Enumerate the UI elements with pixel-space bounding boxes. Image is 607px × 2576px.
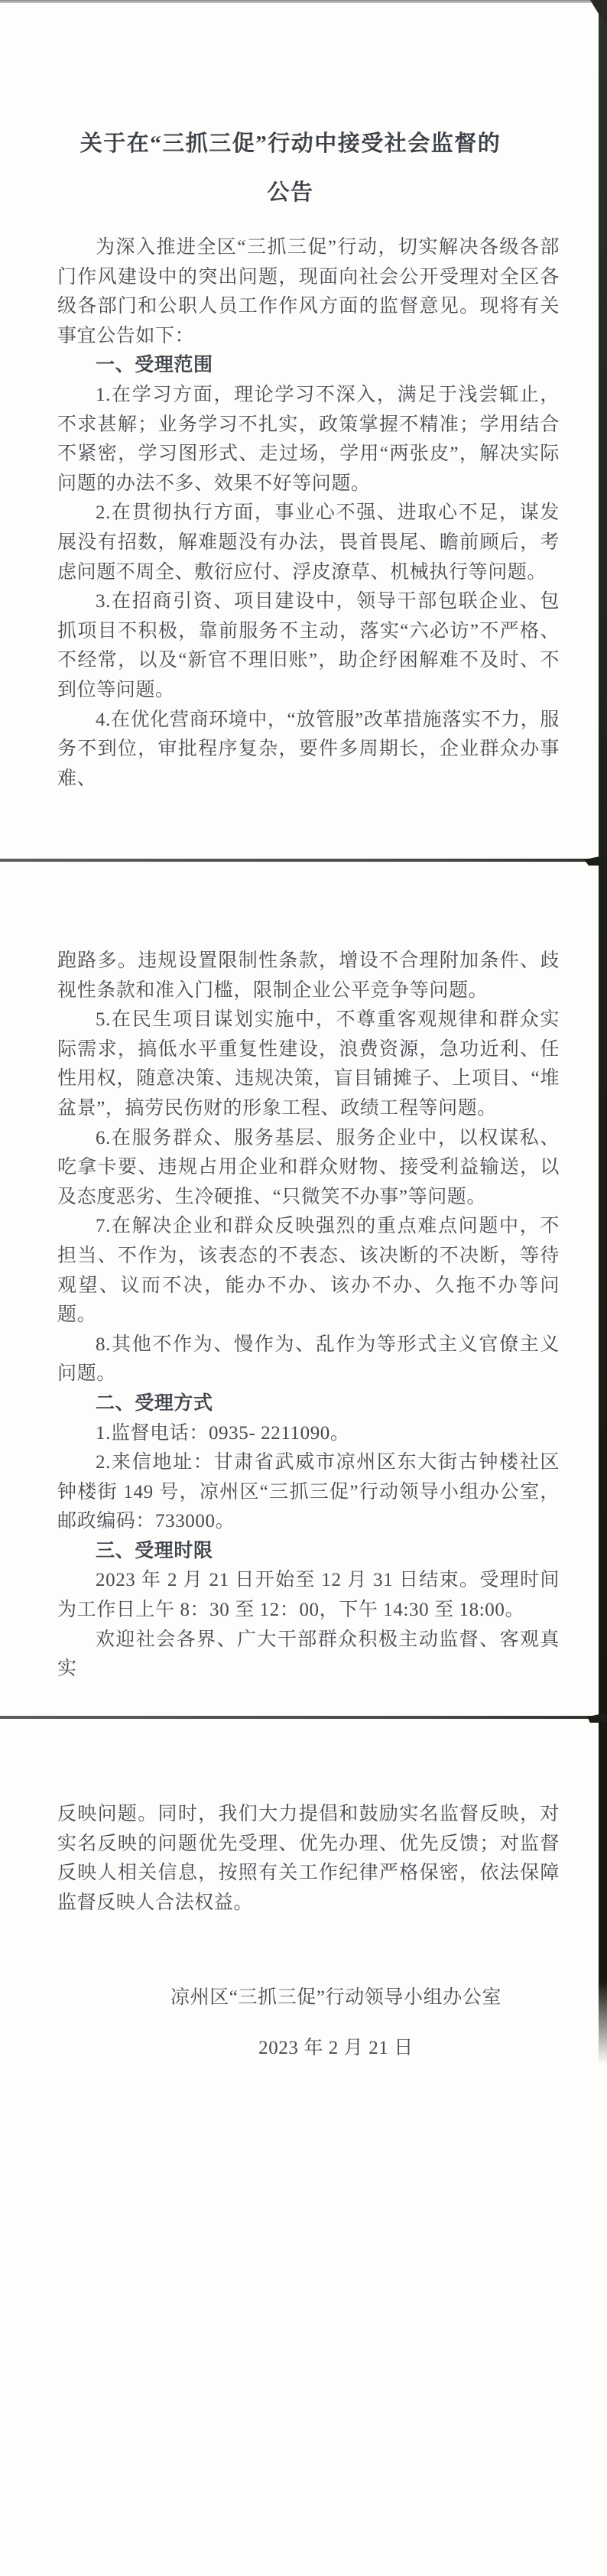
scope-item-4-part-1: 4.在优化营商环境中，“放管服”改革措施落实不力，服务不到位，审批程序复杂，要件多周期长，企业群众办事难、	[57, 709, 560, 789]
scope-item-7: 7.在解决企业和群众反映强烈的重点难点问题中，不担当、不作为，该表态的不表态、该决断的不决断，等待观望、议而不决，能办不办、该办不办、久拖不办等问题。	[57, 1216, 560, 1326]
method-item-1-phone: 1.监督电话：0935- 2211090。	[96, 1422, 350, 1444]
scope-item-5: 5.在民生项目谋划实施中，不尊重客观规律和群众实际需求，搞低水平重复性建设，浪费资源，急功近利、任性用权，随意决策、违规决策，盲目铺摊子、上项目、“堆盆景”，搞劳民伤财的形象工程、政绩工程等问题。	[57, 1009, 560, 1119]
deadline-paragraph: 2023 年 2 月 21 日开始至 12 月 31 日结束。受理时间为工作日上午 8：30 至 12：00，下午 14:30 至 18:00。	[57, 1570, 560, 1621]
scope-item-1: 1.在学习方面，理论学习不深入，满足于浅尝辄止，不求甚解；业务学习不扎实，政策掌握不精准；学用结合不紧密，学习图形式、走过场，学用“两张皮”，解决实际问题的办法不多、效果不好等问题。	[57, 384, 560, 494]
welcome-paragraph-part-2: 反映问题。同时，我们大力提倡和鼓励实名监督反映，对实名反映的问题优先受理、优先办理、优先反馈；对监督反映人相关信息，按照有关工作纪律严格保密，依法保障监督反映人合法权益。	[57, 1804, 560, 1913]
document-title	[0, 119, 581, 217]
scope-item-3: 3.在招商引资、项目建设中，领导干部包联企业、包抓项目不积极，靠前服务不主动，落实“六必访”不严格、不经常，以及“新官不理旧账”，助企纾困解难不及时、不到位等问题。	[57, 591, 560, 700]
scope-item-8: 8.其他不作为、慢作为、乱作为等形式主义官僚主义问题。	[57, 1333, 560, 1385]
intro-paragraph: 为深入推进全区“三抓三促”行动，切实解决各级各部门作风建设中的突出问题，现面向社会公开受理对全区各级各部门和公职人员工作作风方面的监督意见。现将有关事宜公告如下：	[57, 237, 560, 346]
page-3-body	[57, 1800, 560, 1918]
welcome-paragraph-part-1: 欢迎社会各界、广大干部群众积极主动监督、客观真实	[57, 1629, 560, 1680]
scope-item-2: 2.在贯彻执行方面，事业心不强、进取心不足，谋发展没有招数，解难题没有办法，畏首畏尾、瞻前顾后，考虑问题不周全、敷衍应付、浮皮潦草、机械执行等问题。	[57, 502, 560, 583]
section-1-heading: 一、受理范围	[96, 355, 213, 376]
page-2	[0, 859, 607, 1716]
signature-date: 2023 年 2 月 21 日	[258, 2038, 414, 2058]
page-top-edge	[0, 0, 607, 3]
scope-item-6: 6.在服务群众、服务基层、服务企业中，以权谋私、吃拿卡要、违规占用企业和群众财物、接受利益输送，以及态度恶劣、生冷硬推、“只微笑不办事”等问题。	[57, 1127, 560, 1207]
signature-block	[170, 1973, 502, 2074]
page-2-body	[57, 947, 560, 1684]
signature-office: 凉州区“三抓三促”行动领导小组办公室	[170, 1987, 502, 2008]
title-line-2: 公告	[267, 180, 314, 205]
page-1-body	[57, 233, 560, 794]
page-break-1	[0, 859, 607, 862]
scope-item-4-part-2: 跑路多。违规设置限制性条款，增设不合理附加条件、歧视性条款和准入门槛，限制企业公平竞争等问题。	[57, 950, 560, 1001]
method-item-2-address: 2.来信地址：甘肃省武威市凉州区东大街古钟楼社区钟楼街 149 号，凉州区“三抓三促”行动领导小组办公室，邮政编码：733000。	[57, 1452, 560, 1532]
scan-right-edge-shadow	[599, 0, 607, 2064]
title-line-1: 关于在“三抓三促”行动中接受社会监督的	[80, 132, 502, 156]
section-2-heading: 二、受理方式	[96, 1392, 213, 1414]
page-break-2	[0, 1716, 607, 1719]
scan-corner-notch	[590, 0, 607, 28]
page-3	[0, 1716, 607, 2576]
page-1	[0, 0, 607, 859]
section-3-heading: 三、受理时限	[96, 1540, 213, 1561]
